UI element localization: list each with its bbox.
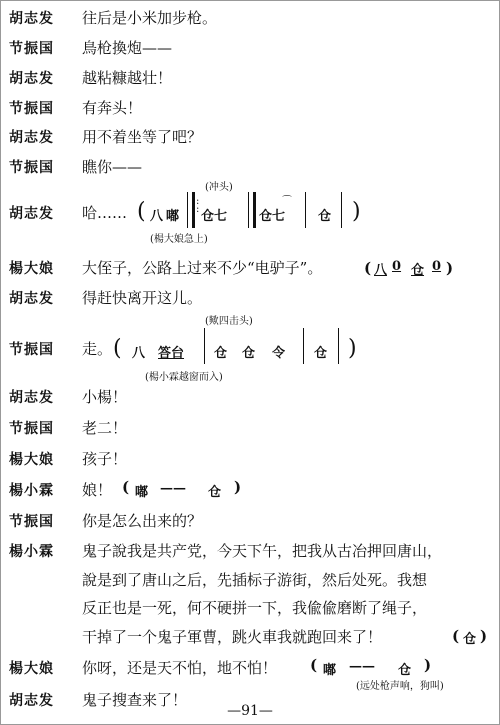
close-paren: ) xyxy=(352,199,361,224)
close-paren: ) xyxy=(348,336,357,361)
line-text: 有奔头！ xyxy=(82,99,143,117)
barline xyxy=(204,328,205,364)
speaker: 楊大娘 xyxy=(9,261,54,277)
double-barline xyxy=(187,192,195,228)
speaker: 胡志发 xyxy=(9,11,54,27)
beat: 仓 xyxy=(411,263,425,278)
dialogue-line xyxy=(0,312,500,382)
double-barline xyxy=(248,192,256,228)
beat: 仓 xyxy=(463,632,477,647)
open-paren: ( xyxy=(364,259,372,277)
beat: 仓 xyxy=(214,346,228,361)
line-text: 反正也是一死，何不硬拼一下，我偸偸磨断了绳子， xyxy=(82,599,428,617)
speaker: 节振国 xyxy=(9,342,54,358)
beat: 0 xyxy=(432,259,442,274)
speaker: 节振国 xyxy=(9,421,54,437)
line-text: 你呀，还是天不怕，地不怕！ xyxy=(82,659,278,677)
line-text: 鳥枪換炮—— xyxy=(82,39,173,57)
close-paren: ) xyxy=(480,627,488,645)
line-text: 老二！ xyxy=(82,419,128,437)
beat: 仓 xyxy=(208,485,222,500)
beat: 仓七 xyxy=(259,209,286,224)
line-text: 得赶快离开这儿。 xyxy=(82,289,203,307)
open-paren: ( xyxy=(452,627,460,645)
open-paren: ( xyxy=(113,336,122,361)
beat: 嘟 xyxy=(166,209,180,224)
stage-cue: (楊大娘急上) xyxy=(150,234,208,245)
line-text: 哈…… xyxy=(82,204,128,222)
open-paren: ( xyxy=(310,656,318,674)
line-text: 大侄子，公路上过来不少“电驴子”。 xyxy=(82,259,323,277)
fermata-mark: ⌒ xyxy=(282,196,292,207)
speaker: 节振国 xyxy=(9,160,54,176)
line-text: 你是怎么出来的？ xyxy=(82,512,203,530)
barline xyxy=(303,328,304,364)
stage-cue: (楊小霖越窗而入) xyxy=(145,372,223,383)
barline xyxy=(338,328,339,364)
line-text: 孩子！ xyxy=(82,450,128,468)
beat: 答台 xyxy=(158,346,185,361)
beat: 八 xyxy=(132,346,146,361)
line-text: 小楊！ xyxy=(82,388,128,406)
stage-cue: (歟四击头) xyxy=(205,316,253,327)
beat: 仓 xyxy=(318,209,332,224)
line-text: 鬼子說我是共产党，今天下午，把我从古冶押回唐山， xyxy=(82,542,443,560)
line-text: 往后是小米加步枪。 xyxy=(82,9,218,27)
beat: —— xyxy=(349,659,375,674)
beat: 嘟 xyxy=(135,485,149,500)
speaker: 胡志发 xyxy=(9,291,54,307)
line-text: 走。 xyxy=(82,340,113,358)
stage-cue: (冲头) xyxy=(205,182,233,193)
open-paren: ( xyxy=(122,478,130,496)
speaker: 节振国 xyxy=(9,514,54,530)
speaker: 节振国 xyxy=(9,101,54,117)
beat: 0 xyxy=(392,259,402,274)
speaker: 楊小霖 xyxy=(9,544,54,560)
beat: 八 xyxy=(150,209,164,224)
line-text: 瞧你—— xyxy=(82,158,143,176)
beat: 八 xyxy=(374,263,388,278)
beat: 嘟 xyxy=(323,663,337,678)
line-text: 娘！ xyxy=(82,481,113,499)
speaker: 胡志发 xyxy=(9,130,54,146)
speaker: 楊小霖 xyxy=(9,483,54,499)
close-paren: ) xyxy=(446,259,454,277)
dialogue-line xyxy=(0,178,500,248)
speaker: 胡志发 xyxy=(9,206,54,222)
speaker: 胡志发 xyxy=(9,390,54,406)
line-text: 說是到了唐山之后，先插标子游街，然后处死。我想 xyxy=(82,571,428,589)
beat: 仓 xyxy=(314,346,328,361)
beat: —— xyxy=(160,481,186,496)
beat: 仓七 xyxy=(201,209,228,224)
speaker: 楊大娘 xyxy=(9,452,54,468)
barline xyxy=(341,192,342,228)
open-paren: ( xyxy=(137,199,146,224)
close-paren: ) xyxy=(234,478,242,496)
barline xyxy=(305,192,306,228)
stage-cue: (远处枪声响，狗叫) xyxy=(356,681,444,692)
line-text: 鬼子搜查来了！ xyxy=(82,691,188,709)
line-text: 越粘糠越壮！ xyxy=(82,69,173,87)
repeat-dots: : : xyxy=(196,196,200,215)
close-paren: ) xyxy=(424,656,432,674)
speaker: 节振国 xyxy=(9,41,54,57)
line-text: 用不着坐等了吧？ xyxy=(82,128,203,146)
page-number: —91— xyxy=(227,703,273,719)
speaker: 楊大娘 xyxy=(9,661,54,677)
speaker: 胡志发 xyxy=(9,71,54,87)
line-text: 干掉了一个鬼子軍曹，跳火車我就跑回来了！ xyxy=(82,628,383,646)
beat: 仓 xyxy=(242,346,256,361)
beat: 仓 xyxy=(398,663,412,678)
beat: 令 xyxy=(272,346,286,361)
speaker: 胡志发 xyxy=(9,693,54,709)
